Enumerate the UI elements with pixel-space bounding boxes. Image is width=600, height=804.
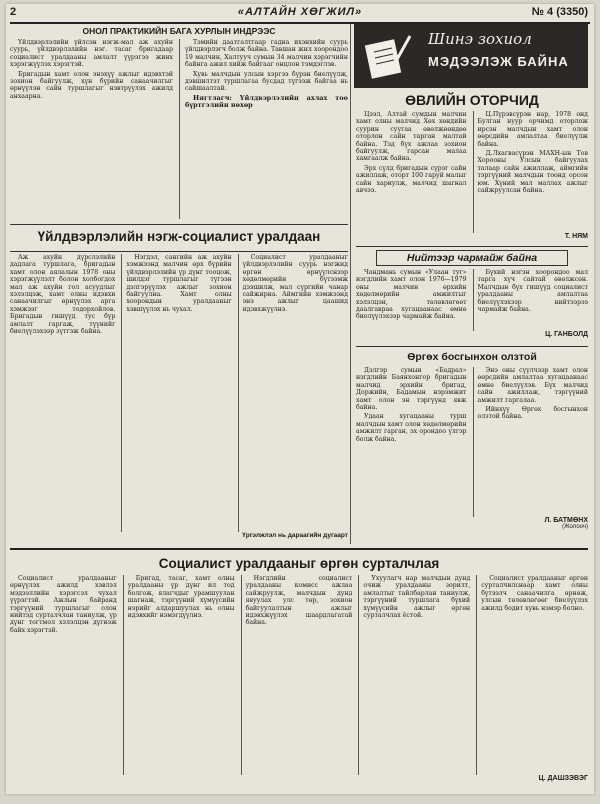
article-winter-herders	[356, 92, 588, 242]
newspaper-page	[6, 4, 594, 794]
paragraph: Чандмань сумын «Улаан туг» нэгдлийн хамт олон 1976—1979 оны малчин өрхийн хөдөлмөрийн амжилтыг хэлэлцэн, төлөвлөгөөт даалгавраа хугацаанаас өмнө биелүүлэхээр чармайж байна.	[356, 269, 467, 321]
article-orgokh-bosgo	[356, 346, 588, 543]
paragraph: Аж ахуйн дүрслэлийн дадлага туршлага, бригадын хамт олон аялалын 1978 оны хэрэгжүүлэлт болон холбогдох мал аж ахуйн гол асуудлыг хэлэлцэж, хамт олны идэвхи санаачилгыг өрнүүлэх арга хэмжээг тодорхойлов. Бригадын гишүүд тус бүр амлалт гаргаж, түүнийг биелүүлэхээр зүтгэж байна.	[10, 254, 116, 336]
banner-bottom-text: МЭДЭЭЛЭЖ БАЙНА	[428, 54, 569, 69]
article-title: Үйлдвэрлэлийн нэгж-социалист уралдаан	[37, 229, 321, 244]
page-number: 2	[10, 6, 17, 18]
continuation-note: Үргэлжлэл нь дараагийн дугаарт	[242, 532, 348, 539]
headline-band	[10, 224, 348, 252]
pen-paper-icon	[364, 32, 416, 80]
article-title: Социалист уралдааныг өргөн сурталчлая	[158, 556, 440, 571]
paragraph: Ийнхүү Өргөх босгынхон олзтой байна.	[477, 406, 588, 421]
paragraph: Социалист уралдааныг өрнүүлэх ажилд хэвлэл мэдээллийн хэрэгсэл чухал үүрэгтэй. Ажлын байранд тэргүүний туршлагыг олон нийтэд сурталчлан таниулж, үр дүнг тогтмол хэлэлцэн дүгнэж байх хэрэгтэй.	[10, 575, 117, 634]
article-signature: Нягтлагч: Үйлдвэрлэлийн ахлах тоо бүртгэлийн нөхөр	[185, 93, 348, 110]
paragraph: Социалист уралдааныг үйлдвэрлэлийн суурь нэгжид өргөн өрнүүлснээр хөдөлмөрийн бүтээмж дээшилж, мал сүргийн чанар сайжирна. Аймгийн хэмжээнд энэ ажлыг цаашид идэвхжүүлнэ.	[242, 254, 348, 313]
article-title: ОНОЛ ПРАКТИКИЙН БАГА ХУРЛЫН ИНДРЭЭС	[82, 26, 276, 36]
article-column	[356, 269, 467, 331]
paragraph: Бригадын хамт олон энэхүү ажлыг идэвхтэй зохион байгуулж, хүн бүрийн санаачилгыг өрнүүлэн сайн туршлагыг нэвтрүүлэх ажилд анхаарна.	[10, 70, 173, 100]
rubric-banner	[354, 24, 588, 88]
article-signature: Ц. ДАШЗЭВЭГ	[538, 775, 588, 782]
paragraph: Социалист уралдааныг өргөн сурталчилснаар хамт олны бүтээлч санаачилга өрнөж, улсын төлөвлөгөөг биелүүлэх ажилд бодит хувь нэмэр болно.	[481, 575, 588, 612]
paragraph: Нэгдлийн социалист уралдааны комисс ажлаа сайжруулж, малчдын дунд явуулах улс төр, зохион байгуулалтын ажлыг идэвхжүүлэх шаардлагатай байна.	[245, 575, 353, 627]
article-title: Нийтээр чармайж байна	[406, 252, 538, 264]
paragraph: Эрх сүлд бригадын сүрэг сайн ажиллаж, оторт 100 гаруй малыг сайн хариулж, малчид шагнал авчээ.	[356, 164, 467, 195]
article-column	[10, 254, 115, 532]
article-signature: Т. НЯМ	[564, 233, 588, 240]
column-divider	[350, 24, 351, 544]
paragraph: Дэлгэр сумын «Бадрал» нэгдлийн Баянхонгор бригадын малчид эрхийн бригад, Доржийн, Бадамын нэрэмжит хамт олон эн тэргүүнд явж байна.	[356, 367, 467, 412]
newspaper-title: «АЛТАЙН ХӨГЖИЛ»	[237, 6, 363, 18]
paragraph: Д.Лхагвасүрэн МАХН-ын Тов Хорооны Улсын байгуулах талаар сайн ажиллаж, аймгийн тэргүүний малчдын тоонд орсон юм. Хүний мал маллах ажлыг сайжруулсан байна.	[477, 150, 588, 195]
issue-number: № 4 (3350)	[531, 6, 588, 18]
article-column	[241, 575, 353, 775]
article-production-unit	[10, 254, 348, 544]
paragraph: Энэ оны сүүлчээр хамт олон өөрсдийн амлалтаа хугацаанаас өмнө биелүүлэв. Бүх малчид сайн ажиллаж, тэргүүний амжилт гаргалаа.	[477, 367, 588, 404]
article-column	[356, 367, 467, 517]
article-column	[10, 575, 117, 775]
paragraph: Цээл, Алтай сумдын малчин хамт олны малчид Хөх хөндийн суурин суугаа өвөлжөөндөө оторлон сайн тарган малтай байна. Тэд бүх ажлаа зохион байгуулж, гарсан малаа хамгаалж байна.	[356, 111, 467, 163]
article-column	[473, 367, 589, 517]
paragraph: Ц.Пүрэвсүрэн нар, 1978 онд Булган нуур орчимд оторлож ирсэн малчдын хамт олон өөрсдийн амлалтаа биелүүлж байна.	[477, 111, 588, 148]
banner-top-text: Шинэ зохиол	[428, 30, 532, 48]
paragraph: Нэгдэл, сангийн аж ахуйн хэмжээнд малчин өрх бүрийн үйлдвэрлэлийн үр дүнг тооцож, шилдэг туршлагыг түгээн дэлгэрүүлэх ажлыг зохион байгуулна. Хамт олны хоорондын уралдааныг хэвшүүлэх нь чухал.	[126, 254, 232, 313]
article-column	[473, 111, 589, 233]
paragraph: Бригад, тасаг, хамт олны уралдааны үр дүнг ил тод болгож, ялагчдыг урамшуулан шагнаж, тэргүүний хүмүүсийн нэрийг алдаршуулах нь олны идэвхийг нэмэгдүүлнэ.	[127, 575, 235, 620]
article-signature: Л. БАТМӨНХ	[544, 517, 588, 524]
article-column	[356, 111, 467, 233]
article-column	[121, 254, 231, 532]
paragraph: Бүхий нэгэн хоорондоо мал тарга хүч сайтай өвөлжсөн. Малчдын бүх гишүүд социалист уралдааны амлалтаа биелүүлэхээр нийтээрээ чармайж байна.	[477, 269, 588, 314]
signature-note: (Жолооч)	[562, 524, 588, 530]
article-signature: Ц. ГАНБОЛД	[545, 331, 588, 338]
article-column	[179, 39, 348, 219]
paragraph: Удаан хугацааны турш малчдын хамт олон хөдөлмөрийн амжилт гарган, эх орондоо үлгэр болж байна.	[356, 413, 467, 443]
paragraph: Үйлдвэрлэлийн үйлсэн нэгж-мал аж ахуйн суурь, үйлдвэрлэлийн нэг. тасаг бригадаар социалист уралдааны амлалт үүрэгээ жинх хэрэгжүүлэх хэрэгтэй.	[10, 39, 173, 69]
article-column	[358, 575, 470, 775]
article-column	[123, 575, 235, 775]
article-title: ӨВЛИЙН ОТОРЧИД	[405, 92, 539, 108]
masthead	[10, 6, 590, 24]
article-column	[476, 575, 588, 775]
article-theory-conference	[10, 26, 348, 222]
paragraph: Ухуулагч нар малчдын дунд очиж уралдааны зорилт, амлалтыг тайлбарлан таниулж, тэргүүний туршлага бүхий хүмүүсийн ажлыг өргөн сурталчлах ёстой.	[363, 575, 471, 620]
article-column	[10, 39, 173, 219]
article-title: Өргөх босгынхон олзтой	[407, 351, 537, 363]
paragraph: Тэмийн даатгалтгаар гадна ихэнхийн суурь үйлдвэрлэгч болж байна. Тавшан жил хоорондоо 19 малчин, Халтууч сумын 34 малчин хэрэгчийн байнга ажил хийж байгааг онцлон тэмдэглэв.	[185, 39, 348, 69]
paragraph: Хувь малчдын улсын хэргээ бүрэн биелүүлж, дэвшилтэт туршлагаа бусдад түгээж байгаа нь сайшаалтай.	[185, 70, 348, 93]
article-column	[238, 254, 348, 532]
article-column	[473, 269, 589, 331]
article-collective-effort	[356, 246, 588, 343]
article-socialist-competition	[10, 548, 588, 794]
